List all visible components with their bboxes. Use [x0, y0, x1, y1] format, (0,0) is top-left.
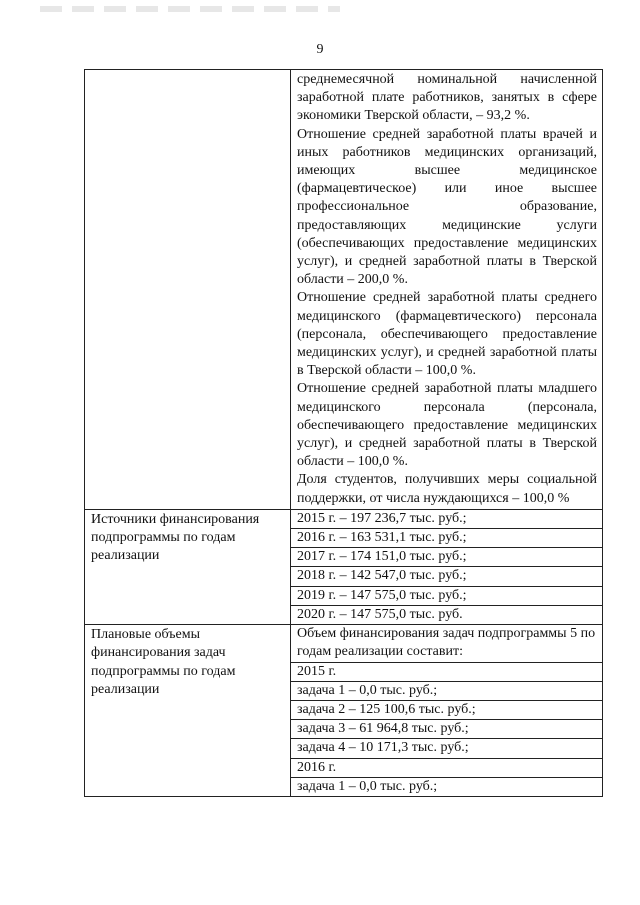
- planned-line: 2016 г.: [291, 758, 602, 777]
- row-label-empty: [85, 70, 291, 510]
- table-row-targets: [85, 70, 603, 510]
- target-paragraph: Отношение средней заработной платы среднего медицинского (фармацевтического) персонала (персонала, обеспечивающего предоставление медицинских услуг), и средней заработной платы в Тверской области – 100,0 %.: [297, 290, 597, 379]
- planned-line: 2015 г.: [291, 662, 602, 681]
- planned-volumes-cell: [291, 625, 603, 797]
- funding-year-line: 2015 г. – 197 236,7 тыс. руб.;: [297, 510, 467, 526]
- funding-years-cell: [291, 509, 603, 624]
- funding-year-line: 2020 г. – 147 575,0 тыс. руб.: [291, 605, 602, 624]
- planned-line: задача 1 – 0,0 тыс. руб.;: [291, 777, 602, 796]
- funding-year-line: 2016 г. – 163 531,1 тыс. руб.;: [291, 528, 602, 547]
- target-paragraph: Доля студентов, получивших меры социальной поддержки, от числа нуждающихся – 100,0 %: [297, 472, 597, 506]
- target-paragraph: среднемесячной номинальной начисленной заработной плате работников, занятых в сфере экономики Тверской области, – 93,2 %.: [297, 72, 597, 124]
- planned-line: задача 3 – 61 964,8 тыс. руб.;: [291, 719, 602, 738]
- funding-year-line: 2018 г. – 142 547,0 тыс. руб.;: [291, 566, 602, 585]
- targets-cell: [291, 70, 603, 510]
- planned-intro: Объем финансирования задач подпрограммы 5 по годам реализации составит:: [297, 626, 596, 660]
- table-row-planned-volumes: [85, 625, 603, 797]
- planned-line: задача 1 – 0,0 тыс. руб.;: [291, 681, 602, 700]
- table-row-funding-sources: [85, 509, 603, 624]
- header-stamp-mark: [40, 6, 340, 12]
- document-table: [84, 69, 603, 797]
- target-paragraph: Отношение средней заработной платы врачей и иных работников медицинских организаций, имеющих высшее медицинское (фармацевтическое) или иное высшее профессиональное образование, предоставляющих медицинские услуги (обеспечивающих предоставление медицинских услуг), и средней заработной платы в Тверской области – 200,0 %.: [297, 126, 597, 288]
- row-label-funding-sources: Источники финансирования подпрограммы по годам реализации: [85, 509, 291, 624]
- target-paragraph: Отношение средней заработной платы младшего медицинского персонала (персонала, обеспечивающего предоставление медицинских услуг), и средней заработной платы в Тверской области – 100,0 %.: [297, 381, 597, 470]
- planned-line: задача 2 – 125 100,6 тыс. руб.;: [291, 700, 602, 719]
- page-number: 9: [316, 42, 324, 57]
- planned-line: задача 4 – 10 171,3 тыс. руб.;: [291, 738, 602, 757]
- funding-year-line: 2017 г. – 174 151,0 тыс. руб.;: [291, 547, 602, 566]
- funding-year-line: 2019 г. – 147 575,0 тыс. руб.;: [291, 586, 602, 605]
- row-label-planned-volumes: Плановые объемы финансирования задач подпрограммы по годам реализации: [85, 625, 291, 797]
